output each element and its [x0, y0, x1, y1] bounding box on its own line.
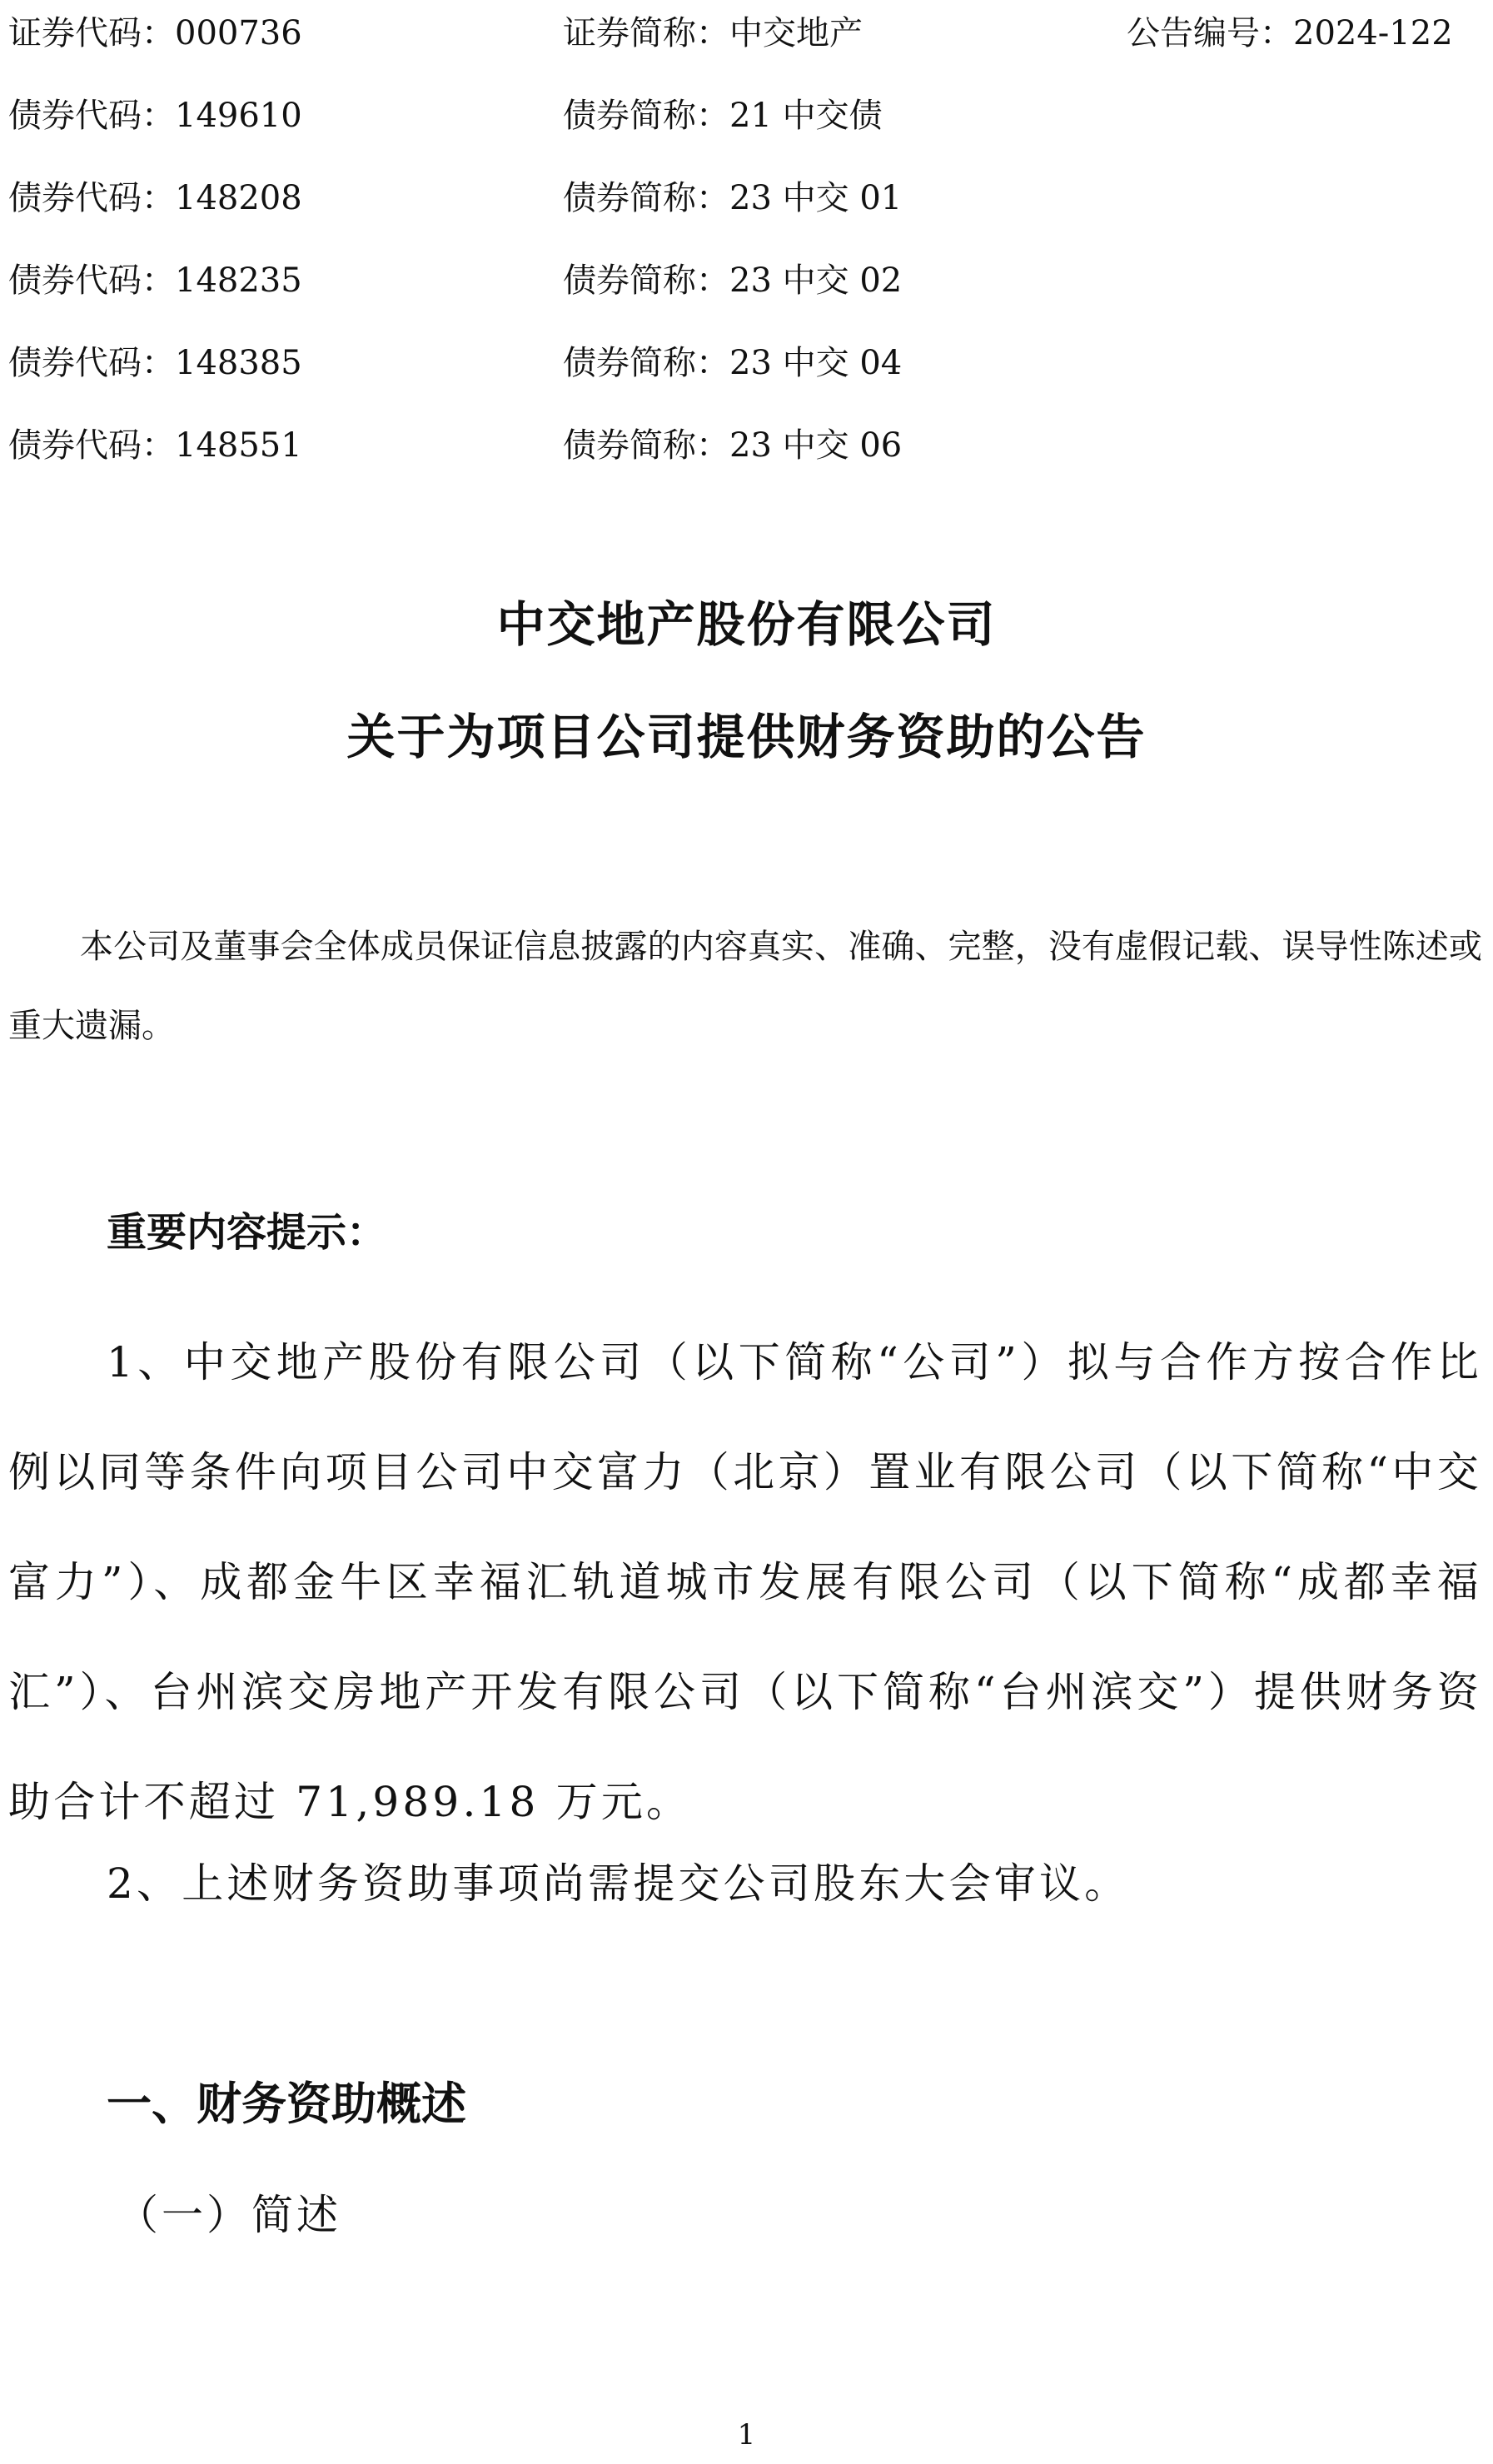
code-row	[8, 175, 1482, 257]
subsection-heading: （一）简述	[117, 2191, 341, 2239]
bond-code: 债券代码：149610	[8, 97, 302, 135]
stock-code: 证券代码：000736	[8, 14, 302, 52]
bond-code: 债券代码：148551	[8, 426, 302, 465]
code-row	[8, 422, 1482, 505]
bond-short-name: 债券简称：21 中交债	[563, 97, 883, 135]
code-row	[8, 92, 1482, 175]
stock-short-name: 证券简称：中交地产	[563, 14, 863, 52]
key-tip-item-1: 1、中交地产股份有限公司（以下简称“公司”）拟与合作方按合作比例以同等条件向项目公司中交富力（北京）置业有限公司（以下简称“中交富力”）、成都金牛区幸福汇轨道城市发展有限公司（以下简称“成都幸福汇”）、台州滨交房地产开发有限公司（以下简称“台州滨交”）提供财务资助合计不超过 71,989.18 万元。	[8, 1338, 1482, 1826]
page-number: 1	[737, 2418, 756, 2452]
bond-short-name: 债券简称：23 中交 02	[563, 261, 903, 300]
code-row	[8, 340, 1482, 422]
key-tip-item-2: 2、上述财务资助事项尚需提交公司股东大会审议。	[107, 1859, 1130, 1908]
announcement-title: 关于为项目公司提供财务资助的公告	[346, 709, 1147, 765]
code-row	[8, 10, 1482, 92]
security-codes-block	[8, 10, 1482, 505]
bond-code: 债券代码：148208	[8, 179, 302, 217]
bond-code: 债券代码：148235	[8, 261, 302, 300]
announcement-number: 公告编号：2024-122	[1127, 14, 1453, 52]
section-heading: 一、财务资助概述	[107, 2078, 466, 2130]
board-statement: 本公司及董事会全体成员保证信息披露的内容真实、准确、完整，没有虚假记载、误导性陈述或重大遗漏。	[8, 928, 1482, 1045]
bond-code: 债券代码：148385	[8, 344, 302, 382]
company-name-title: 中交地产股份有限公司	[496, 596, 997, 653]
code-row	[8, 257, 1482, 340]
bond-short-name: 债券简称：23 中交 01	[563, 179, 903, 217]
key-tips-heading: 重要内容提示：	[107, 1209, 387, 1256]
bond-short-name: 债券简称：23 中交 04	[563, 344, 903, 382]
bond-short-name: 债券简称：23 中交 06	[563, 426, 903, 465]
